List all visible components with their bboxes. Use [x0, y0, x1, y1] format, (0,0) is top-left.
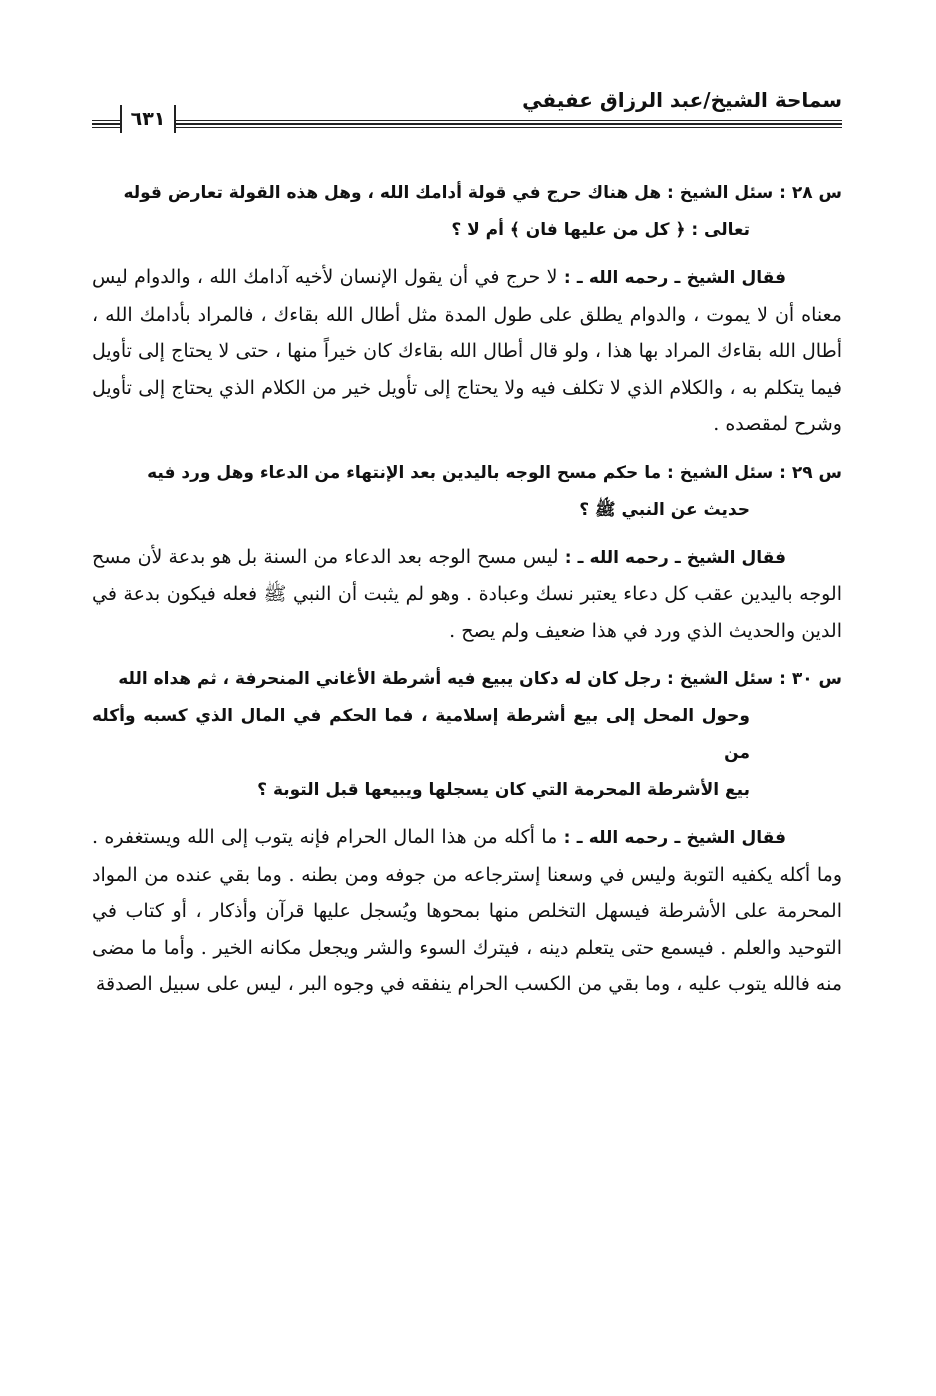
answer-29-lead: فقال الشيخ ـ رحمه الله ـ :	[564, 547, 786, 568]
answer-29	[92, 539, 842, 650]
header-rule	[92, 120, 842, 128]
question-30-line-2: وحول المحل إلى بيع أشرطة إسلامية ، فما الحكم في المال الذي كسبه وأكله من	[92, 706, 750, 763]
answer-30	[92, 819, 842, 1003]
question-29-line-1: س ٢٩ : سئل الشيخ : ما حكم مسح الوجه باليدين بعد الإنتهاء من الدعاء وهل ورد فيه	[147, 462, 842, 483]
question-29	[92, 455, 842, 529]
question-30	[92, 661, 842, 809]
qa-entry-30	[92, 661, 842, 1003]
answer-30-text: ما أكله من هذا المال الحرام فإنه يتوب إلى الله ويستغفره . وما أكله يكفيه التوبة وليس في وسعنا إسترجاعه من جوفه ومن بطنه . وما بقي عنده من المواد المحرمة على الأشرطة فيسهل التخلص منها بمحوها ويُسجل عليها قرآن وأذكار ، أو كتاب في التوحيد والعلم . فيسمع حتى يتعلم دينه ، فيترك السوء والشر ويجعل مكانه الخير . وأما ما مضى منه فالله يتوب عليه ، وما بقي من الكسب الحرام ينفقه في وجوه البر ، ليس على سبيل الصدقة	[92, 826, 842, 995]
running-title: سماحة الشيخ/عبد الرزاق عفيفي	[522, 88, 842, 112]
page-number: ٦٣١	[120, 105, 176, 133]
answer-28-text: لا حرج في أن يقول الإنسان لأخيه آدامك الله ، والدوام ليس معناه أن لا يموت ، والدوام يطلق على طول المدة مثل أطال الله بقاءك ، فالمراد بأدامك الله ، أطال الله بقاءك المراد بها هذا ، ولو قال أطال الله بقاءك كان خيراً منها ، حتى لا يحتاج إلى تأويل فيما يتكلم به ، والكلام الذي لا تكلف فيه ولا يحتاج إلى تأويل خير من الكلام الذي يحتاج إلى تأويل وشرح لمقصده .	[92, 266, 842, 435]
answer-28	[92, 259, 842, 443]
question-30-line-3: بيع الأشرطة المحرمة التي كان يسجلها ويبيعها قبل التوبة ؟	[257, 780, 750, 800]
question-29-line-2: حديث عن النبي ﷺ ؟	[579, 499, 750, 520]
answer-30-lead: فقال الشيخ ـ رحمه الله ـ :	[563, 828, 786, 848]
question-28-line-1: س ٢٨ : سئل الشيخ : هل هناك حرج في قولة أدامك الله ، وهل هذه القولة تعارض قوله	[123, 183, 842, 203]
answer-28-lead: فقال الشيخ ـ رحمه الله ـ :	[563, 268, 786, 288]
question-28-line-2: تعالى : ﴿ كل من عليها فان ﴾ أم لا ؟	[451, 220, 750, 240]
book-page	[92, 70, 842, 995]
qa-entry-29	[92, 455, 842, 650]
page-header	[92, 70, 842, 130]
question-30-line-1: س ٣٠ : سئل الشيخ : رجل كان له دكان يبيع فيه أشرطة الأغاني المنحرفة ، ثم هداه الله	[118, 669, 842, 689]
question-28	[92, 175, 842, 249]
qa-entry-28	[92, 175, 842, 443]
page-content	[92, 175, 842, 1015]
answer-29-text: ليس مسح الوجه بعد الدعاء من السنة بل هو بدعة لأن مسح الوجه باليدين عقب كل دعاء يعتبر نسك وعبادة . وهو لم يثبت أن النبي ﷺ فعله فيكون بدعة في الدين والحديث الذي ورد في هذا ضعيف ولم يصح .	[92, 545, 842, 642]
